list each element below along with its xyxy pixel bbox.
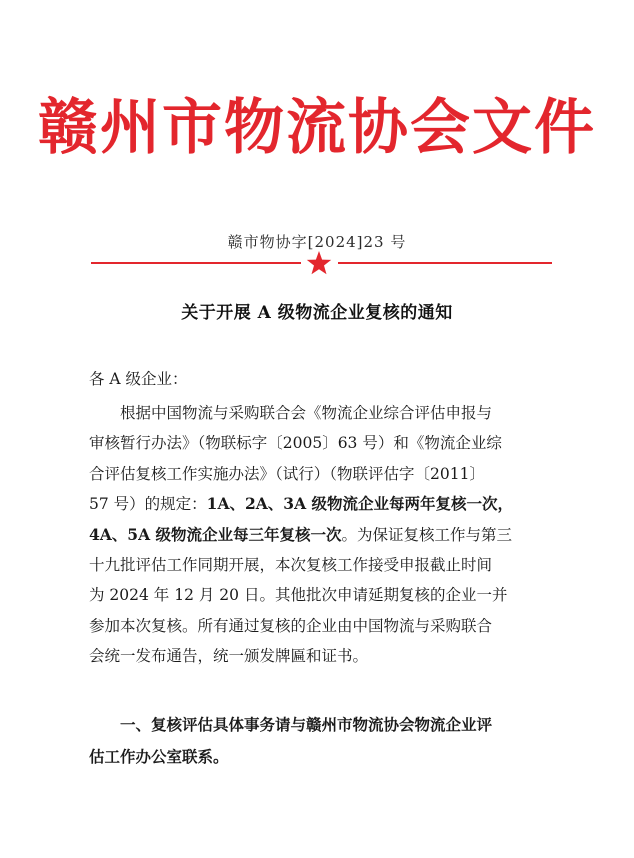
salutation: 各 A 级企业： (89, 370, 188, 388)
body-line: 十九批评估工作同期开展，本次复核工作接受申报截止时间 (89, 555, 493, 574)
body-text: 57 号）的规定： (89, 495, 207, 514)
body-line: 参加本次复核。所有通过复核的企业由中国物流与采购联合 (89, 616, 493, 635)
body-line (89, 520, 559, 550)
body-line: 根据中国物流与采购联合会《物流企业综合评估申报与 (120, 404, 493, 422)
body-line: 合评估复核工作实施办法》（试行）（物联评估字〔2011〕 (89, 464, 485, 483)
section-line: 估工作办公室联系。 (89, 747, 229, 766)
document-number: 赣市物协字[2024]23 号 (227, 233, 407, 251)
body-text: 。为保证复核工作与第三 (341, 525, 513, 544)
section-line: 一、复核评估具体事务请与赣州市物流协会物流企业评 (120, 715, 493, 734)
section-one (89, 709, 559, 773)
notice-title: 关于开展 A 级物流企业复核的通知 (181, 303, 453, 323)
star-icon (306, 250, 332, 276)
red-rule-right (338, 262, 552, 264)
body-line: 为 2024 年 12 月 20 日。其他批次申请延期复核的企业一并 (89, 586, 508, 605)
body-emphasis: 1A、2A、3A 级物流企业每两年复核一次， (206, 494, 513, 514)
body-line (89, 489, 559, 519)
body-paragraph (89, 398, 559, 672)
body-emphasis: 4A、5A 级物流企业每三年复核一次 (89, 524, 342, 544)
masthead-title: 赣州市物流协会文件 (38, 93, 596, 163)
body-line: 审核暂行办法》（物联标字〔2005〕63 号）和《物流企业综 (89, 434, 502, 453)
red-rule-left (91, 262, 301, 264)
body-line: 会统一发布通告，统一颁发牌匾和证书。 (89, 647, 369, 666)
